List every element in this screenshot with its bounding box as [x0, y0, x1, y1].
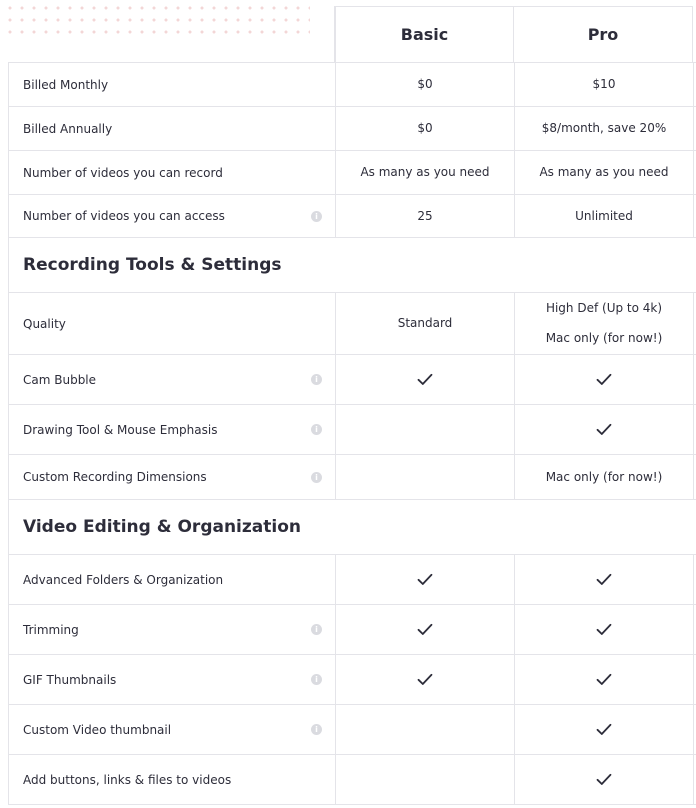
info-icon[interactable]: i [311, 211, 322, 222]
feature-row-number-of-videos-you-can-record [8, 151, 696, 195]
check-icon [596, 623, 612, 636]
header-empty-cell [8, 6, 335, 62]
check-icon [596, 723, 612, 736]
check-icon [596, 423, 612, 436]
feature-label: GIF Thumbnails [23, 672, 117, 687]
info-icon[interactable]: i [311, 724, 322, 735]
feature-row-custom-video-thumbnail [8, 705, 696, 755]
feature-row-number-of-videos-you-can-access [8, 195, 696, 238]
pro-plan-value [515, 405, 694, 454]
basic-plan-value [336, 107, 515, 150]
cell-text: $0 [417, 121, 433, 135]
pro-plan-value [515, 655, 694, 704]
basic-plan-value [336, 705, 515, 754]
plan-header-row [8, 6, 696, 63]
cell-text: $8/month, save 20% [541, 121, 667, 135]
info-icon[interactable]: i [311, 674, 322, 685]
cell-text: Mac only (for now!) [545, 331, 663, 345]
pro-plan-value [515, 151, 694, 194]
feature-label: Trimming [23, 622, 79, 637]
basic-plan-value [336, 151, 515, 194]
basic-plan-value [336, 555, 515, 604]
feature-row-quality [8, 293, 696, 355]
pro-plan-value [515, 63, 694, 106]
basic-plan-value [336, 755, 515, 804]
basic-plan-value [336, 405, 515, 454]
feature-name-cell [9, 63, 336, 106]
cell-text: As many as you need [539, 165, 669, 179]
pricing-comparison-table [8, 6, 696, 805]
feature-label: Number of videos you can record [23, 165, 223, 180]
info-icon[interactable]: i [311, 374, 322, 385]
basic-plan-value [336, 63, 515, 106]
feature-label: Number of videos you can access [23, 209, 225, 223]
plan-name-pro: Pro [514, 6, 693, 62]
check-icon [596, 773, 612, 786]
pro-plan-value [515, 455, 694, 499]
feature-label: Add buttons, links & files to videos [23, 772, 232, 787]
pro-plan-value [515, 755, 694, 804]
cell-text: Unlimited [575, 208, 633, 223]
pro-plan-value [515, 107, 694, 150]
feature-label: Drawing Tool & Mouse Emphasis [23, 422, 218, 437]
plan-name-basic: Basic [335, 6, 514, 62]
feature-row-custom-recording-dimensions [8, 455, 696, 500]
feature-name-cell [9, 405, 336, 454]
basic-plan-value [336, 655, 515, 704]
pro-plan-value [515, 555, 694, 604]
check-icon [596, 373, 612, 386]
cell-text: $10 [592, 77, 616, 91]
check-icon [596, 573, 612, 586]
basic-plan-value [336, 195, 515, 237]
info-icon[interactable]: i [311, 472, 322, 483]
basic-plan-value [336, 605, 515, 654]
feature-row-billed-annually [8, 107, 696, 151]
cell-text: As many as you need [360, 165, 490, 179]
cell-text: $0 [417, 77, 433, 91]
check-icon [596, 673, 612, 686]
feature-row-drawing-tool-mouse-emphasis [8, 405, 696, 455]
section-heading-recording-tools-settings: Recording Tools & Settings [8, 238, 696, 293]
feature-row-cam-bubble [8, 355, 696, 405]
check-icon [417, 673, 433, 686]
feature-label: Custom Video thumbnail [23, 722, 172, 737]
pro-plan-value [515, 195, 694, 237]
check-icon [417, 573, 433, 586]
feature-name-cell [9, 755, 336, 804]
cell-text: Standard [397, 316, 453, 330]
feature-name-cell [9, 355, 336, 404]
feature-row-advanced-folders-organization [8, 555, 696, 605]
feature-name-cell [9, 705, 336, 754]
info-icon[interactable]: i [311, 624, 322, 635]
feature-name-cell [9, 555, 336, 604]
pro-plan-value [515, 355, 694, 404]
feature-row-trimming [8, 605, 696, 655]
check-icon [417, 373, 433, 386]
pro-plan-value [515, 605, 694, 654]
feature-label: Billed Monthly [23, 77, 109, 92]
feature-name-cell [9, 655, 336, 704]
feature-label: Quality [23, 316, 66, 331]
feature-label: Advanced Folders & Organization [23, 572, 224, 587]
feature-row-billed-monthly [8, 63, 696, 107]
pro-plan-value [515, 293, 694, 354]
feature-label: Billed Annually [23, 121, 113, 136]
feature-name-cell [9, 151, 336, 194]
feature-name-cell [9, 293, 336, 354]
basic-plan-value [336, 355, 515, 404]
feature-name-cell [9, 605, 336, 654]
cell-text: 25 [417, 208, 433, 223]
info-icon[interactable]: i [311, 424, 322, 435]
cell-text: High Def (Up to 4k) [545, 301, 663, 315]
basic-plan-value [336, 455, 515, 499]
feature-label: Cam Bubble [23, 372, 97, 387]
cell-text: Mac only (for now!) [545, 469, 663, 484]
basic-plan-value [336, 293, 515, 354]
feature-row-add-buttons-links-files-to-videos [8, 755, 696, 805]
section-heading-video-editing-organization: Video Editing & Organization [8, 500, 696, 555]
pro-plan-value [515, 705, 694, 754]
feature-name-cell [9, 195, 336, 237]
feature-label: Custom Recording Dimensions [23, 470, 207, 484]
feature-name-cell [9, 107, 336, 150]
check-icon [417, 623, 433, 636]
feature-name-cell [9, 455, 336, 499]
feature-row-gif-thumbnails [8, 655, 696, 705]
